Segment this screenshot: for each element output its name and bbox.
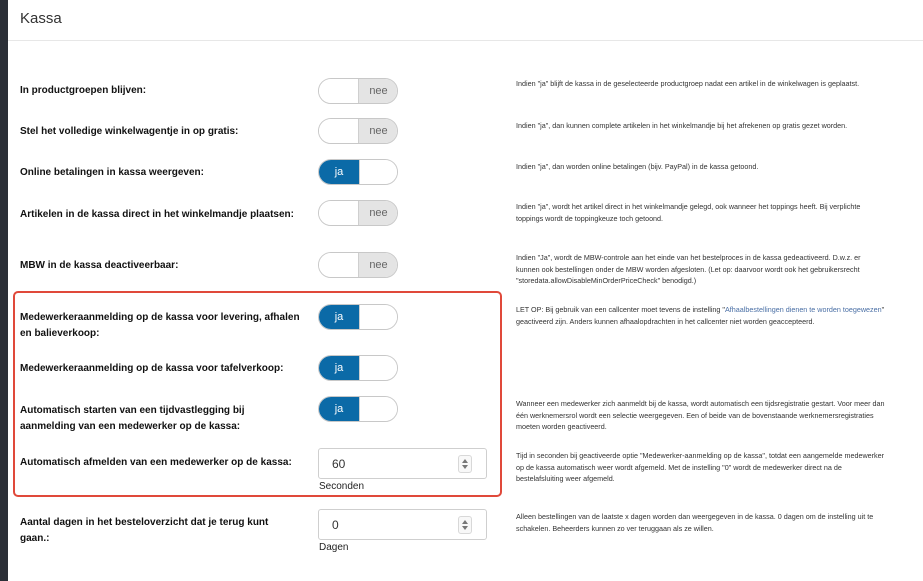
setting-description: Wanneer een medewerker zich aanmeldt bij de kassa, wordt automatisch een tijdsregistratie gestart. Voor meer dan één werknemersrol wordt een selectie weergegeven. Een of beide van de bovenstaande werknemersregistraties moeten worden geactiveerd. <box>516 399 885 431</box>
page-title: Kassa <box>20 10 62 27</box>
desc-text: LET OP: Bij gebruik van een callcenter moet tevens de instelling " <box>516 305 725 314</box>
toggle-state-text: ja <box>319 397 359 421</box>
chevron-down-icon[interactable] <box>462 465 468 469</box>
setting-label-employee-login-delivery: Medewerkeraanmelding op de kassa voor levering, afhalen en balieverkoop: <box>20 312 300 339</box>
setting-description: Indien "ja" blijft de kassa in de geselecteerde productgroep nadat een artikel in de winkelwagen is geplaatst. <box>516 79 860 88</box>
toggle-state-text: ja <box>319 305 359 329</box>
input-value: 60 <box>332 457 346 471</box>
toggle-state-text: nee <box>358 201 398 225</box>
chevron-down-icon[interactable] <box>462 526 468 530</box>
setting-description: Indien "ja", dan kunnen complete artikelen in het winkelmandje bij het afrekenen op gratis gezet worden. <box>516 121 848 130</box>
setting-label-cart-free: Stel het volledige winkelwagentje in op gratis: <box>20 126 239 137</box>
setting-description: Indien "Ja", wordt de MBW-controle aan het einde van het bestelproces in de kassa gedeactiveerd. D.w.z. er kunnen ook bestellingen onder de MBW worden afgesloten. (Let op: daarvoor wordt ook het gebruikersrecht "storedata.allowDisableMinOrderPriceCheck" benodigd.) <box>516 253 861 285</box>
setting-label-online-payments: Online betalingen in kassa weergeven: <box>20 167 204 178</box>
toggle-knob <box>319 119 359 143</box>
setting-description-callcenter-note <box>516 304 886 327</box>
desc-text: " geactiveerd zijn. Anders kunnen afhaalopdrachten in het callcenter niet worden geaccepteerd. <box>516 305 885 326</box>
up-down-arrows-icon[interactable] <box>458 516 472 534</box>
toggle-state-text: nee <box>358 79 398 103</box>
toggle-mbw-deactivatable[interactable] <box>318 252 398 278</box>
toggle-knob <box>359 356 398 380</box>
unit-label-days: Dagen <box>319 542 349 553</box>
title-divider <box>8 40 923 41</box>
toggle-auto-time-tracking[interactable] <box>318 396 398 422</box>
setting-description: Indien "ja", dan worden online betalingen (bijv. PayPal) in de kassa getoond. <box>516 162 759 171</box>
setting-label-stay-in-productgroup: In productgroepen blijven: <box>20 85 147 96</box>
toggle-knob <box>359 397 398 421</box>
toggle-knob <box>319 79 359 103</box>
setting-label-direct-to-cart: Artikelen in de kassa direct in het winkelmandje plaatsen: <box>20 209 294 220</box>
setting-label-mbw-deactivatable: MBW in de kassa deactiveerbaar: <box>20 260 179 271</box>
setting-description: Indien "ja", wordt het artikel direct in het winkelmandje gelegd, ook wanneer het toppings heeft. Bij verplichte toppings wordt de toppingkeuze toch getoond. <box>516 202 861 223</box>
setting-label-auto-time-tracking: Automatisch starten van een tijdvastlegging bij aanmelding van een medewerker op de kassa: <box>20 405 245 432</box>
toggle-direct-to-cart[interactable] <box>318 200 398 226</box>
toggle-state-text: nee <box>358 253 398 277</box>
chevron-up-icon[interactable] <box>462 520 468 524</box>
toggle-knob <box>359 305 398 329</box>
setting-label-employee-login-table: Medewerkeraanmelding op de kassa voor tafelverkoop: <box>20 363 284 374</box>
setting-description: Tijd in seconden bij geactiveerde optie "Medewerker-aanmelding op de kassa", totdat een aangemelde medewerker op de kassa automatisch weer wordt afgemeld. Met de instelling "0" wordt de medewerker direct na de bestelafsluiting weer afgemeld. <box>516 451 885 483</box>
toggle-employee-login-delivery[interactable] <box>318 304 398 330</box>
setting-label-days-back: Aantal dagen in het besteloverzicht dat je terug kunt gaan.: <box>20 517 269 544</box>
toggle-cart-free[interactable] <box>318 118 398 144</box>
toggle-employee-login-table[interactable] <box>318 355 398 381</box>
toggle-state-text: ja <box>319 356 359 380</box>
days-back-input[interactable] <box>318 509 487 540</box>
toggle-knob <box>319 253 359 277</box>
setting-link[interactable]: Afhaalbestellingen dienen te worden toegewezen <box>724 305 882 314</box>
setting-label-auto-logout: Automatisch afmelden van een medewerker op de kassa: <box>20 457 292 468</box>
toggle-knob <box>319 201 359 225</box>
input-value: 0 <box>332 518 339 532</box>
toggle-online-payments[interactable] <box>318 159 398 185</box>
auto-logout-seconds-input[interactable] <box>318 448 487 479</box>
toggle-state-text: nee <box>358 119 398 143</box>
left-nav-strip <box>0 0 8 581</box>
toggle-state-text: ja <box>319 160 359 184</box>
up-down-arrows-icon[interactable] <box>458 455 472 473</box>
toggle-knob <box>359 160 398 184</box>
unit-label-seconds: Seconden <box>319 481 365 492</box>
setting-description: Alleen bestellingen van de laatste x dagen worden dan weergegeven in de kassa. 0 dagen om de instelling uit te schakelen. Beheerders kunnen zo ver teruggaan als ze willen. <box>516 512 874 533</box>
toggle-stay-in-productgroup[interactable] <box>318 78 398 104</box>
chevron-up-icon[interactable] <box>462 459 468 463</box>
